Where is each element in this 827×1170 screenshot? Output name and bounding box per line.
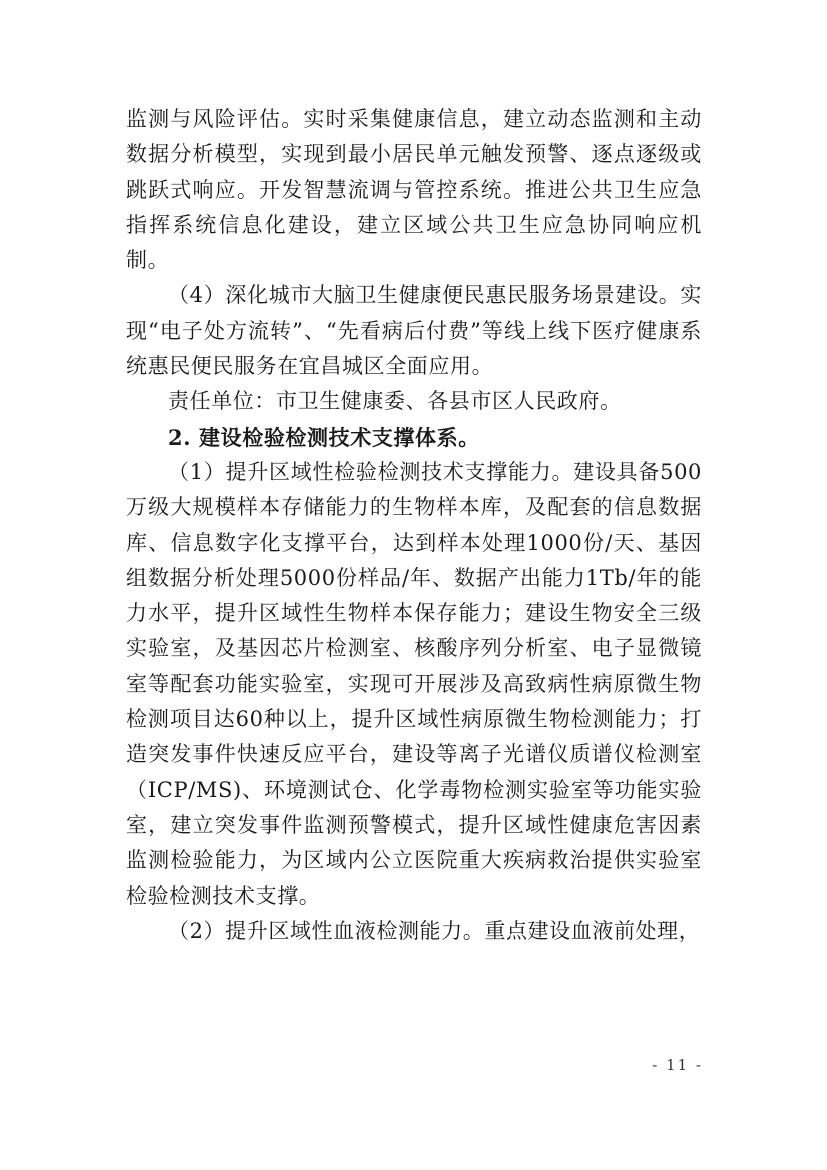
paragraph-monitoring-continuation: 监测与风险评估。实时采集健康信息，建立动态监测和主动数据分析模型，实现到最小居民单元触发预警、逐点逐级或跳跃式响应。开发智慧流调与管控系统。推进公共卫生应急指挥系统信息化建设，建立区域公共卫生应急协同响应机制。 — [126, 107, 702, 273]
paragraph-city-brain-services: （4）深化城市大脑卫生健康便民惠民服务场景建设。实现“电子处方流转”、“先看病后付费”等线上线下医疗健康系统惠民便民服务在宜昌城区全面应用。 — [126, 283, 702, 379]
paragraph-regional-blood-testing: （2）提升区域性血液检测能力。重点建设血液前处理， — [168, 918, 701, 943]
section-heading-inspection-system: 2. 建设检验检测技术支撑体系。 — [168, 424, 480, 450]
paragraph-regional-inspection-capability: （1）提升区域性检验检测技术支撑能力。建设具备500万级大规模样本存储能力的生物样本库，及配套的信息数据库、信息数字化支撑平台，达到样本处理1000份/天、基因组数据分析处理5000份样品/年、数据产出能力1Tb/年的能力水平，提升区域性生物样本保存能力；建设生物安全三级实验室，及基因芯片检测室、核酸序列分析室、电子显微镜室等配套功能实验室，实现可开展涉及高致病性病原微生物检测项目达60种以上，提升区域性病原微生物检测能力；打造突发事件快速反应平台，建设等离子光谱仪质谱仪检测室（ICP/MS)、环境测试仓、化学毒物检测实验室等功能实验室，建立突发事件监测预警模式，提升区域性健康危害因素监测检验能力，为区域内公立医院重大疾病救治提供实验室检验检测技术支撑。 — [126, 459, 702, 908]
page-number: - 11 - — [652, 1056, 703, 1074]
paragraph-responsible-units: 责任单位：市卫生健康委、各县市区人民政府。 — [168, 389, 622, 414]
document-body — [126, 102, 702, 949]
